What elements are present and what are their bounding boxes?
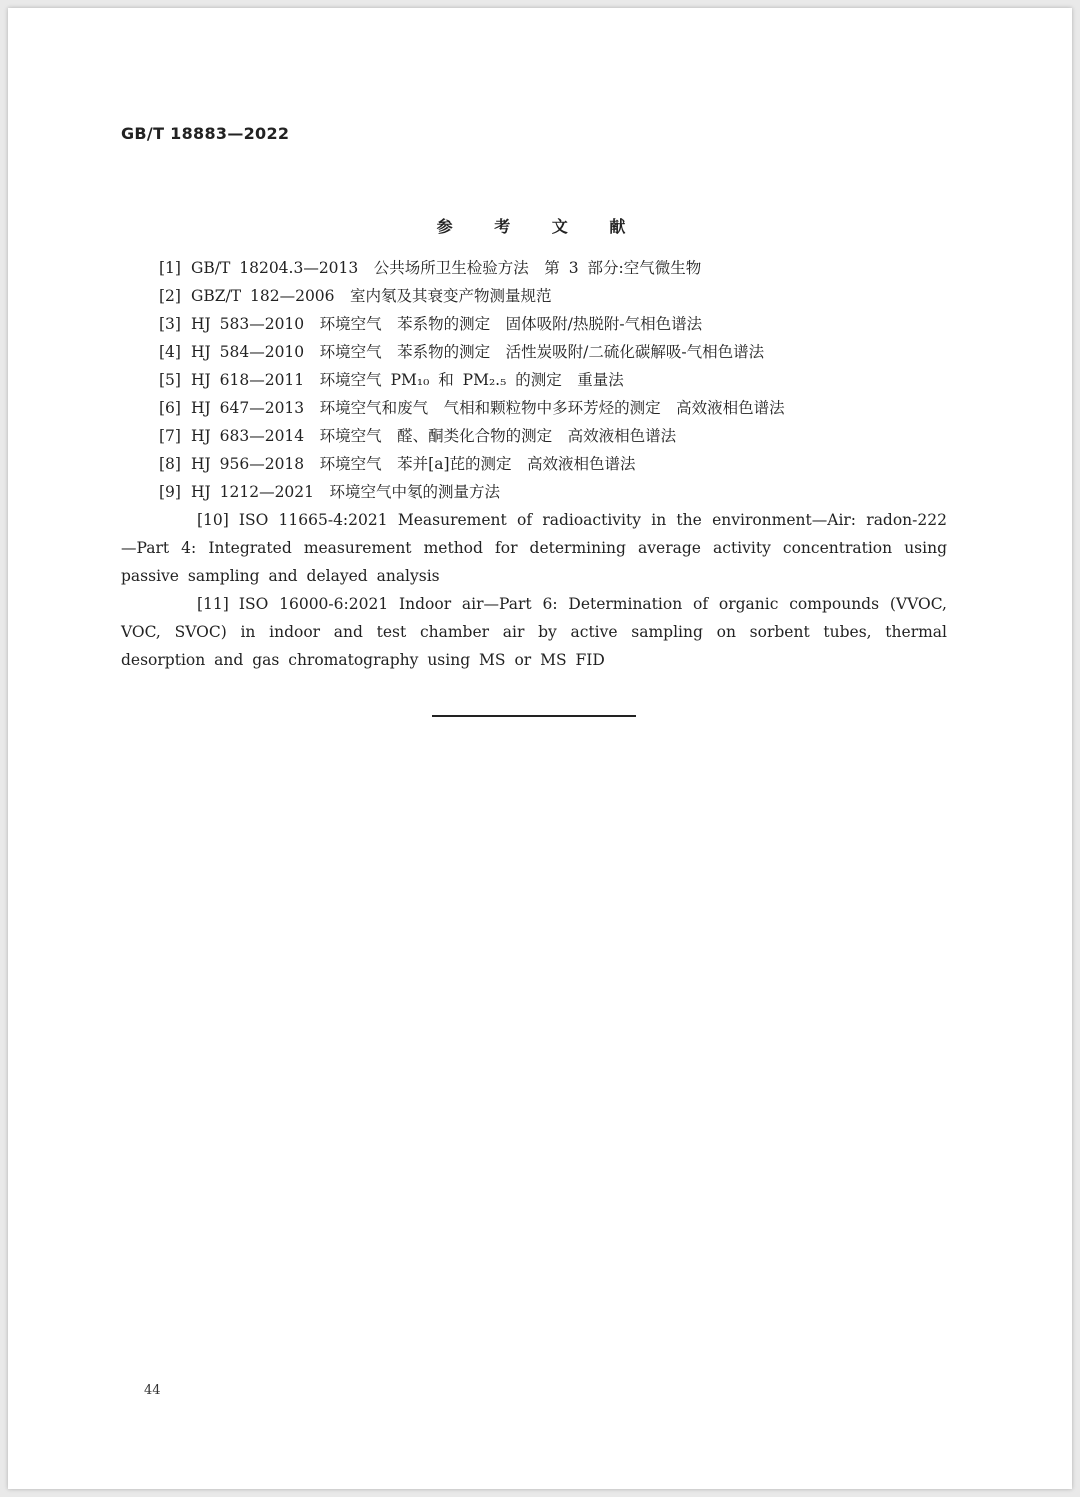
reference-item: [121, 506, 947, 590]
reference-number: [6]: [159, 399, 181, 417]
reference-number: [3]: [159, 315, 181, 333]
reference-number: [10]: [197, 511, 229, 529]
page-number: 44: [144, 1383, 161, 1398]
reference-text: GB/T 18204.3—2013 公共场所卫生检验方法 第 3 部分:空气微生物: [190, 259, 702, 277]
reference-number: [4]: [159, 343, 181, 361]
reference-number: [1]: [159, 259, 181, 277]
reference-text: HJ 647—2013 环境空气和废气 气相和颗粒物中多环芳烃的测定 高效液相色谱法: [190, 399, 785, 417]
reference-text: ISO 11665-4:2021 Measurement of radioactivity in the environment—Air: radon-222—Part 4: Integrated measurement method for determining average activity concentration using passive sampling and delayed analysis: [121, 511, 947, 585]
reference-item: [121, 310, 947, 338]
reference-number: [2]: [159, 287, 181, 305]
reference-text: ISO 16000-6:2021 Indoor air—Part 6: Determination of organic compounds (VVOC, VOC, SVOC) in indoor and test chamber air by active sampling on sorbent tubes, thermal desorption and gas chromatography using MS or MS FID: [121, 595, 947, 669]
reference-text: HJ 583—2010 环境空气 苯系物的测定 固体吸附/热脱附-气相色谱法: [190, 315, 703, 333]
reference-text: HJ 618—2011 环境空气 PM₁₀ 和 PM₂.₅ 的测定 重量法: [190, 371, 624, 389]
reference-item: [121, 282, 947, 310]
reference-text: HJ 1212—2021 环境空气中氡的测量方法: [190, 483, 501, 501]
bibliography-title: 参 考 文 献: [436, 217, 644, 236]
reference-item: [121, 450, 947, 478]
reference-text: HJ 584—2010 环境空气 苯系物的测定 活性炭吸附/二硫化碳解吸-气相色谱法: [190, 343, 765, 361]
reference-item: [121, 422, 947, 450]
reference-item: [121, 478, 947, 506]
reference-item: [121, 590, 947, 674]
reference-text: HJ 956—2018 环境空气 苯并[a]芘的测定 高效液相色谱法: [190, 455, 636, 473]
reference-number: [5]: [159, 371, 181, 389]
end-rule: [432, 715, 636, 717]
reference-number: [8]: [159, 455, 181, 473]
reference-item: [121, 254, 947, 282]
standard-code: GB/T 18883—2022: [121, 124, 290, 143]
reference-number: [7]: [159, 427, 181, 445]
reference-item: [121, 338, 947, 366]
reference-item: [121, 394, 947, 422]
document-page: [8, 8, 1072, 1489]
reference-text: HJ 683—2014 环境空气 醛、酮类化合物的测定 高效液相色谱法: [190, 427, 677, 445]
reference-number: [11]: [197, 595, 229, 613]
reference-text: GBZ/T 182—2006 室内氡及其衰变产物测量规范: [190, 287, 552, 305]
reference-number: [9]: [159, 483, 181, 501]
reference-item: [121, 366, 947, 394]
reference-list: [121, 254, 947, 674]
